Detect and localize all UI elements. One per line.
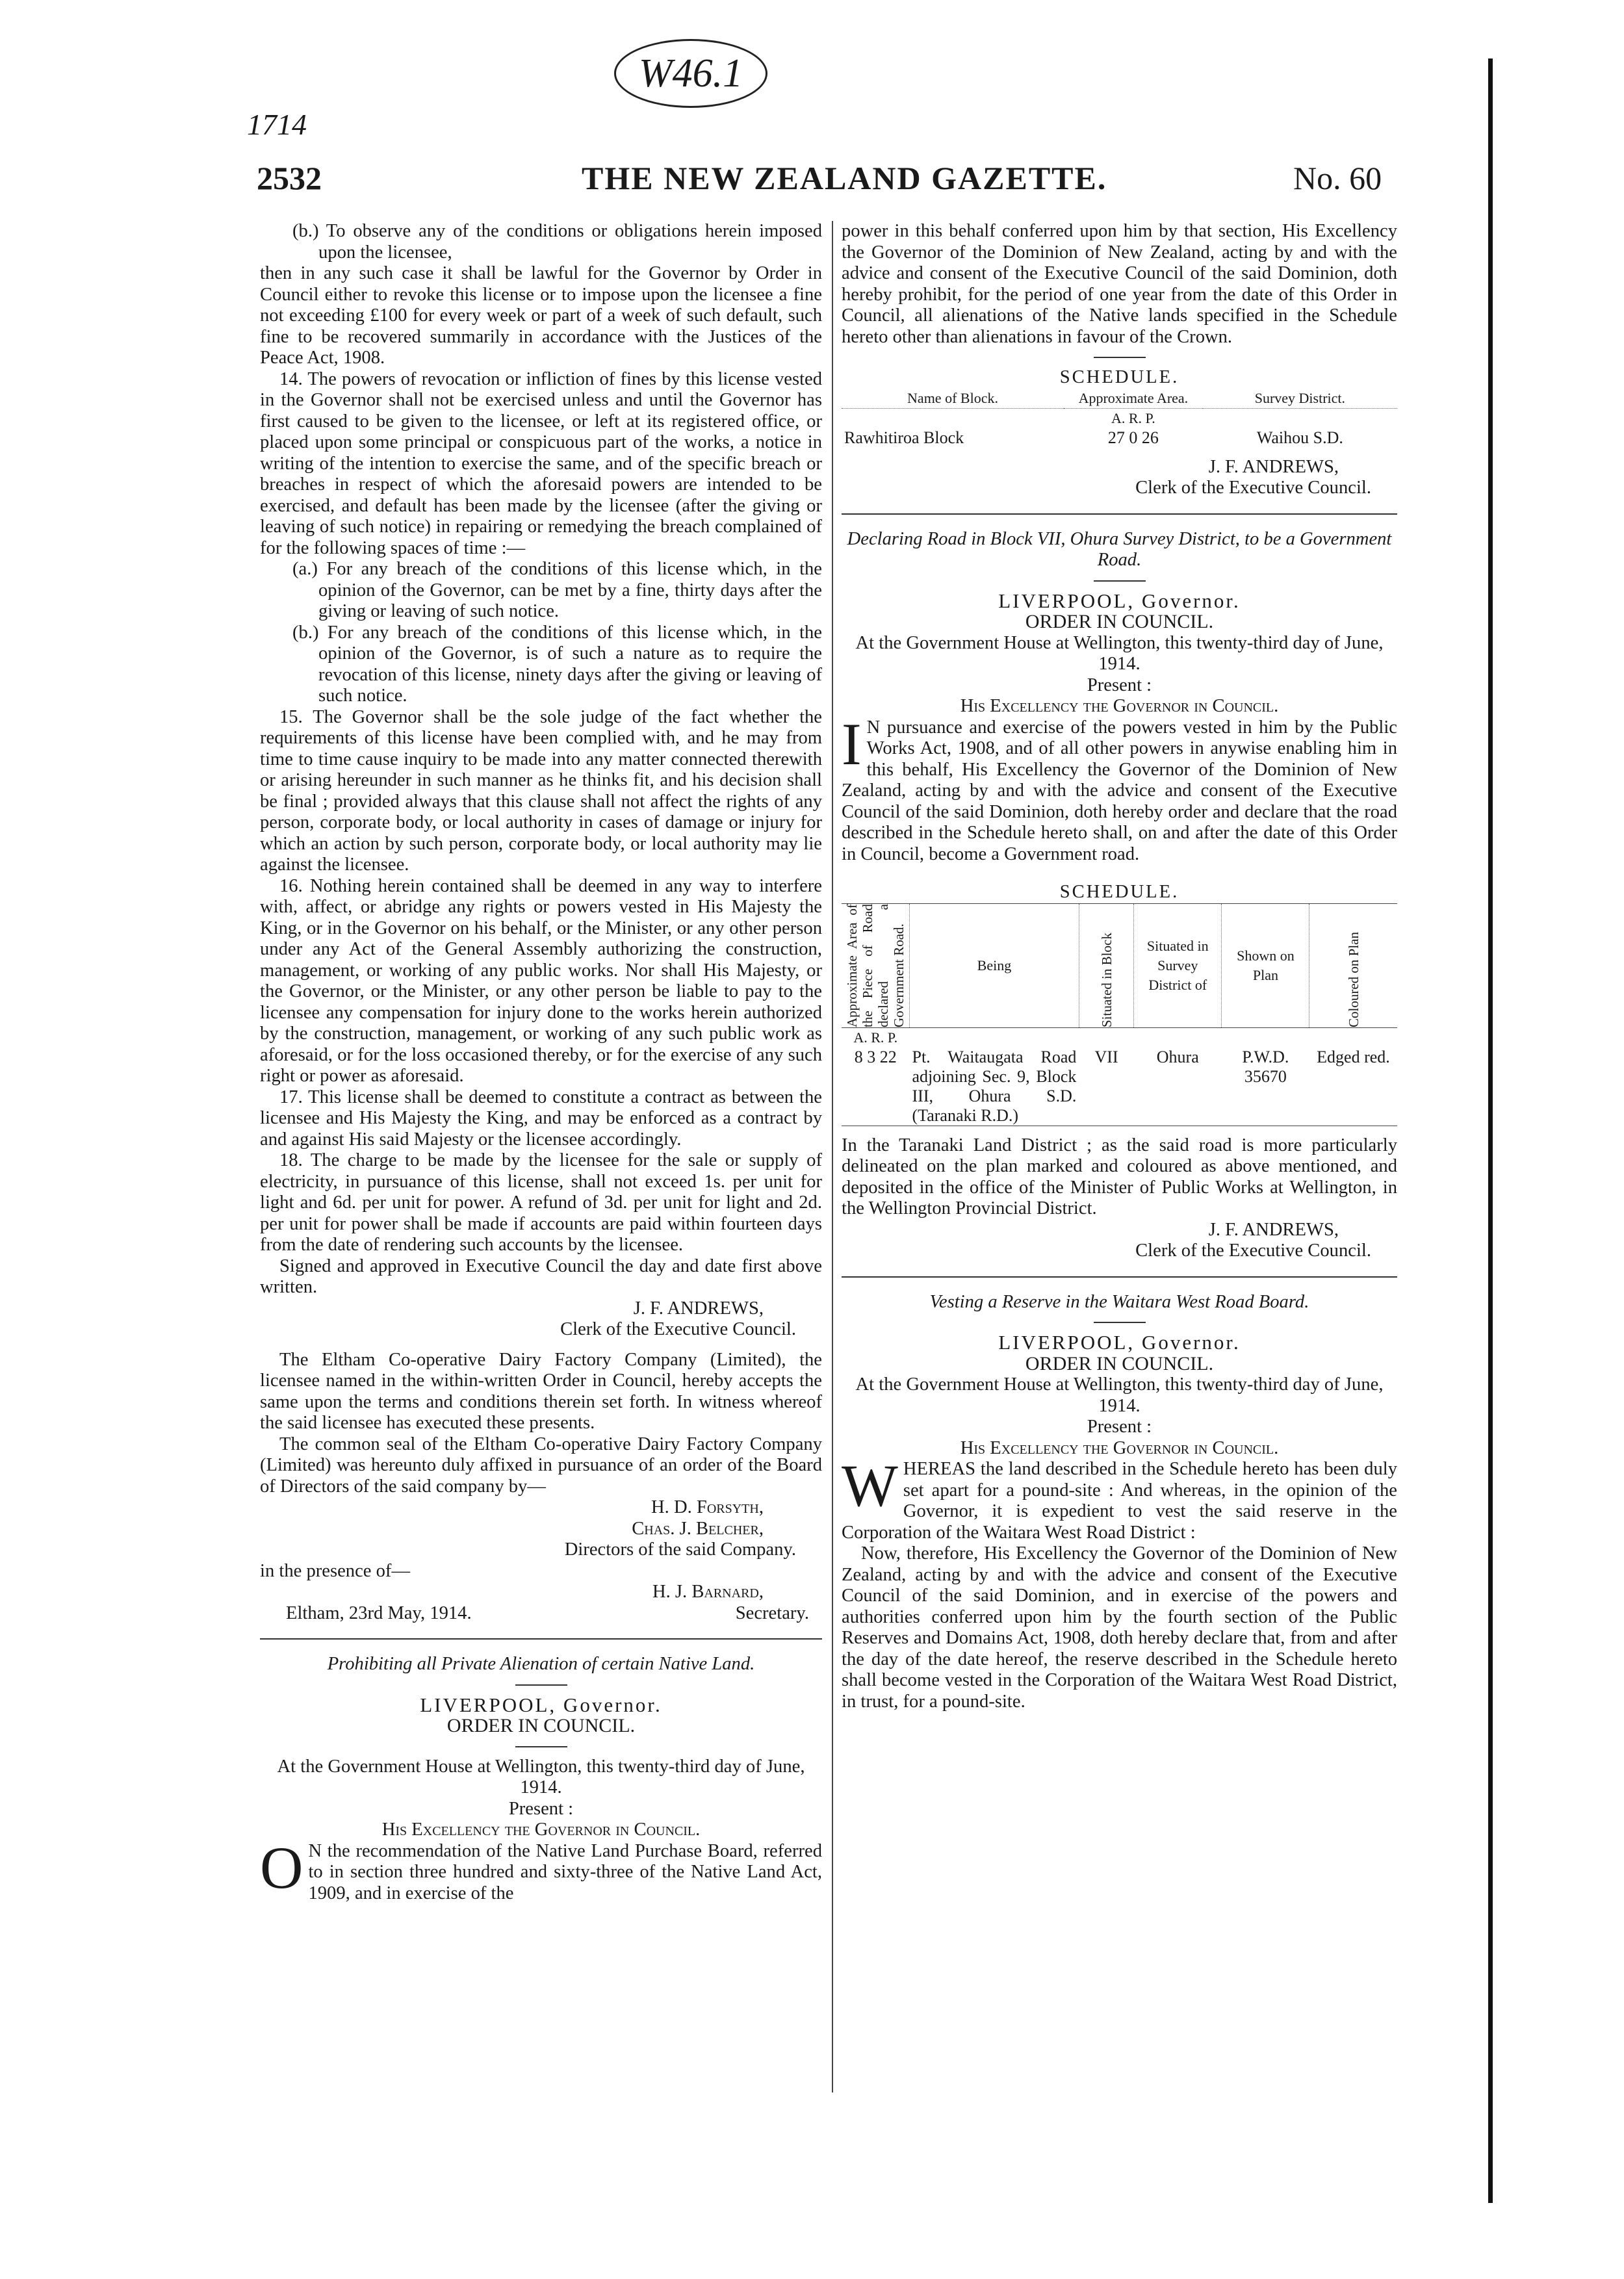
signature-name: J. F. ANDREWS, (633, 1298, 764, 1319)
clause-14b: (b.) For any breach of the conditions of this license which, in the opinion of the Governor, is of such a nature as to require the revocation of this license, ninety days after the giving or leaving of such notice. (292, 622, 822, 706)
clause-b: (b.) To observe any of the conditions or obligations herein imposed upon the licensee, (292, 221, 822, 263)
area-units: A. R. P. (1111, 409, 1155, 426)
column-header: Approximate Area of the Piece of Road declared a Government Road. (844, 903, 907, 1027)
signed-approved: Signed and approved in Executive Council the day and date first above written. (260, 1255, 822, 1297)
schedule-table (842, 903, 1397, 1126)
gazette-title: THE NEW ZEALAND GAZETTE. (582, 160, 1107, 196)
column-header: Situated in Survey District of (1134, 903, 1222, 1027)
handwritten-number: 1714 (247, 108, 307, 141)
block-name: Rawhitiroa Block (844, 428, 964, 447)
directors-title: Directors of the said Company. (564, 1539, 796, 1560)
column-header: Being (910, 903, 1079, 1027)
order-in-council: ORDER IN COUNCIL. (446, 1715, 636, 1736)
archive-stamp: W46.1 (614, 39, 767, 108)
signature-name: J. F. ANDREWS, (1208, 1219, 1339, 1240)
plan-number: P.W.D. 35670 (1242, 1047, 1289, 1086)
short-rule (515, 1684, 567, 1686)
drop-cap: W (842, 1452, 898, 1519)
governor-line: LIVERPOOL, Governor. (998, 1331, 1241, 1354)
notice-heading: Declaring Road in Block VII, Ohura Survey District, to be a Government Road. (847, 528, 1392, 570)
notice-heading: Prohibiting all Private Alienation of certain Native Land. (327, 1654, 755, 1674)
column-header: Coloured on Plan (1345, 931, 1361, 1027)
column-header: Survey District. (1254, 389, 1346, 406)
director-name: H. D. Forsyth, (651, 1497, 764, 1517)
survey-district: Ohura (1156, 1047, 1199, 1066)
survey-district: Waihou S.D. (1256, 428, 1343, 447)
section-rule (842, 1276, 1397, 1278)
signature-title: Clerk of the Executive Council. (1135, 1241, 1371, 1261)
place-line: At the Government House at Wellington, this twenty-third day of June, 1914. (277, 1756, 805, 1797)
clause-14a: (a.) For any breach of the conditions of this license which, in the opinion of the Governor, can be met by a fine, thirty days after the giving or leaving of such notice. (292, 559, 822, 621)
column-header: Name of Block. (907, 389, 998, 406)
column-header: Approximate Area. (1078, 389, 1189, 406)
his-excellency-line: His Excellency the Governor in Council. (381, 1820, 701, 1840)
his-excellency-line: His Excellency the Governor in Council. (960, 696, 1279, 716)
place-date: Eltham, 23rd May, 1914. (286, 1603, 472, 1623)
signature-title: Clerk of the Executive Council. (560, 1319, 796, 1339)
short-rule (515, 1746, 567, 1747)
table-row (842, 1048, 1397, 1126)
seal-paragraph: The common seal of the Eltham Co-operative Dairy Factory Company (Limited) was hereunto duly affixed in pursuance of an order of the Board of Directors of the said company by— (260, 1434, 822, 1497)
schedule-title: SCHEDULE. (1059, 882, 1179, 902)
present-line: Present : (508, 1798, 574, 1819)
governor-line: LIVERPOOL, Governor. (998, 589, 1241, 612)
short-rule (1094, 357, 1146, 358)
notice-heading: Vesting a Reserve in the Waitara West Road Board. (929, 1291, 1309, 1312)
clause-18: 18. The charge to be made by the licensee for the sale or supply of electricity, in pursuance of this license, shall not exceed 1s. per unit for light and 6d. per unit for power. A refund of 3d. per unit for light and 2d. per unit for power shall be made if accounts are paid within fourteen days from the date of rendering such accounts by the licensee. (260, 1150, 822, 1255)
place-line: At the Government House at Wellington, this twenty-third day of June, 1914. (855, 632, 1384, 674)
place-line: At the Government House at Wellington, this twenty-third day of June, 1914. (855, 1374, 1384, 1416)
column-header: Situated in Block (1098, 932, 1115, 1027)
column-divider (832, 221, 833, 2092)
drop-cap: I (842, 710, 862, 777)
signature-name: J. F. ANDREWS, (1208, 456, 1339, 477)
order-in-council: ORDER IN COUNCIL. (1025, 1352, 1214, 1374)
clause-17: 17. This license shall be deemed to constitute a contract as between the licensee and His Majesty the King, and may be enforced as a contract by and against His said Majesty or the licensee accordingly. (260, 1087, 822, 1150)
his-excellency-line: His Excellency the Governor in Council. (960, 1437, 1279, 1458)
road-description: Pt. Waitaugata Road adjoining Sec. 9, Block III, Ohura S.D. (Taranaki R.D.) (912, 1047, 1077, 1125)
left-column (260, 221, 822, 1904)
block-number: VII (1094, 1047, 1118, 1066)
order-in-council: ORDER IN COUNCIL. (1025, 611, 1214, 632)
page-number: 2532 (257, 160, 322, 196)
notice-body: I N pursuance and exercise of the powers vested in him by the Public Works Act, 1908, and of all other powers in anywise enabling him in this behalf, His Excellency the Governor of the Dominion of New Zealand, acting by and with the advice and consent of the Executive Council of the said Dominion, doth hereby order and declare that the road described in the Schedule hereto shall, on and after the date of this Order in Council, become a Government road. (842, 710, 1397, 864)
paragraph: then in any such case it shall be lawful for the Governor by Order in Council either to revoke this license or to impose upon the licensee a fine not exceeding £100 for every week or part of a week of such default, such fine to be recovered summarily in accordance with the Justices of the Peace Act, 1908. (260, 263, 822, 368)
clause-16: 16. Nothing herein contained shall be deemed in any way to interfere with, affect, or abridge any rights or powers vested in His Majesty the King, or in the Governor on his behalf, or the Minister, or any other person under any Act of the General Assembly authorizing the construction, management, or working of any public works. Nor shall His Majesty, or the Governor, or the Minister, or any other person be liable to pay to the licensee any compensation for injury done to the works herein authorized by the construction, management, or working of any such public work as aforesaid, or for the loss occasioned thereby, or for the exercise of any such right or power as aforesaid. (260, 875, 822, 1086)
column-header: Shown on Plan (1222, 903, 1309, 1027)
notice-paragraph: In the Taranaki Land District ; as the said road is more particularly delineated on the plan marked and coloured as above mentioned, and deposited in the office of the Minister of Public Works at Wellington, in the Wellington Provincial District. (842, 1135, 1397, 1218)
presence-line: in the presence of— (260, 1560, 411, 1581)
area-units: A. R. P. (853, 1029, 898, 1046)
scan-edge-bar (1488, 58, 1493, 2203)
notice-body: WHEREAS the land described in the Schedule hereto has been duly set apart for a pound-site : And whereas, in the opinion of the Governor, it is expedient to vest the said reserve in the Corporation of the Waitara West Road District : (842, 1452, 1397, 1543)
right-column (842, 221, 1397, 1712)
notice-body: O N the recommendation of the Native Land Purchase Board, referred to in section three hundred and sixty-three of the Native Land Act, 1909, and in exercise of the (260, 1834, 822, 1903)
section-rule (842, 513, 1397, 515)
present-line: Present : (1087, 675, 1152, 695)
governor-line: LIVERPOOL, Governor. (420, 1693, 662, 1716)
block-area: 27 0 26 (1107, 428, 1159, 447)
section-rule (260, 1638, 822, 1640)
clause-15: 15. The Governor shall be the sole judge of the fact whether the requirements of this license have been complied with, and he may from time to time cause inquiry to be made into any matter connected therewith or arising hereunder in such manner as he thinks fit, and his decision shall be final ; provided always that this clause shall not affect the rights of any person, corporate body, or local authority in cases of damage or injury for which an action by such person, corporate body, or local authority may lie against the licensee. (260, 706, 822, 875)
drop-cap: O (260, 1834, 303, 1901)
witness-name: H. J. Barnard, (652, 1582, 764, 1602)
schedule-title: SCHEDULE. (1059, 367, 1179, 387)
place-date-line (260, 1603, 822, 1625)
present-line: Present : (1087, 1417, 1152, 1437)
short-rule (1094, 1322, 1146, 1323)
road-area: 8 3 22 (854, 1047, 897, 1066)
schedule-table (842, 389, 1397, 448)
director-name: Chas. J. Belcher, (632, 1518, 764, 1539)
table-row (842, 428, 1397, 448)
signature-title: Clerk of the Executive Council. (1135, 478, 1371, 498)
witness-title: Secretary. (735, 1603, 809, 1623)
notice-paragraph: Now, therefore, His Excellency the Governor of the Dominion of New Zealand, acting by and with the advice and consent of the Executive Council of the said Dominion, and in exercise of the powers and authorities conferred upon him by the fourth section of the Public Reserves and Domains Act, 1908, doth hereby declare that, from and after the day of the date hereof, the reserve described in the Schedule hereto shall become vested in the Corporation of the Waitara West Road District, in trust, for a pound-site. (842, 1543, 1397, 1712)
notice-body-continued: power in this behalf conferred upon him by that section, His Excellency the Governor of the Dominion of New Zealand, acting by and with the advice and consent of the Executive Council of the said Dominion, doth hereby prohibit, for the period of one year from the date of this Order in Council, all alienations of the Native lands specified in the Schedule hereto other than alienations in favour of the Crown. (842, 221, 1397, 347)
colour: Edged red. (1317, 1047, 1390, 1066)
acceptance-paragraph: The Eltham Co-operative Dairy Factory Company (Limited), the licensee named in the within-written Order in Council, hereby accepts the same upon the terms and conditions therein set forth. In witness whereof the said licensee has executed these presents. (260, 1349, 822, 1433)
issue-number: No. 60 (1293, 160, 1382, 196)
clause-14: 14. The powers of revocation or infliction of fines by this license vested in the Governor shall not be exercised unless and until the Governor has first caused to be given to the licensee, or left at its registered office, or placed upon some principal or conspicuous part of the works, a notice in writing of the intention to exercise the same, and of the specific breach or breaches in respect of which the aforesaid powers are intended to be exercised, and default has been made by the licensee (after the giving or leaving of such notice) in repairing or remedying the breach complained of for the following spaces of time :— (260, 368, 822, 558)
short-rule (1094, 580, 1146, 582)
